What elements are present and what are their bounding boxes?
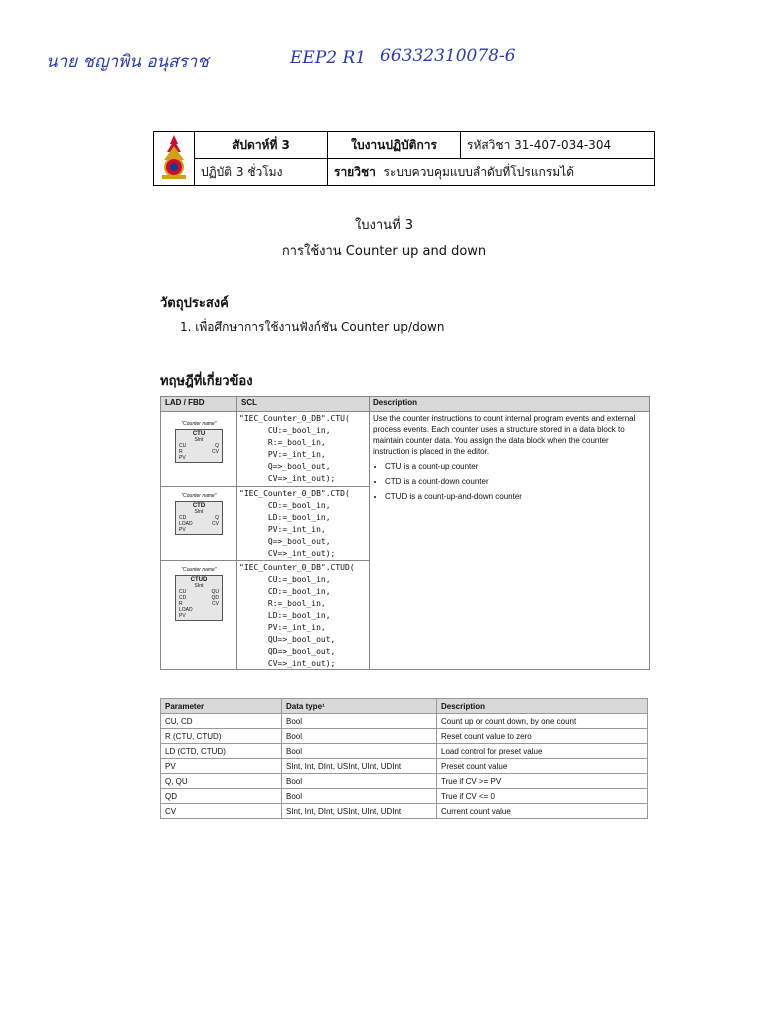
block-dtype: SInt bbox=[194, 509, 204, 515]
subject-name: ระบบควบคุมแบบลำดับที่โปรแกรมได้ bbox=[383, 164, 575, 179]
list-item: • CTUD is a count-up-and-down counter bbox=[385, 491, 645, 502]
counter-name-label: "Counter name" bbox=[181, 421, 217, 427]
course-code-cell: รหัสวิชา 31-407-034-304 bbox=[461, 132, 655, 159]
handwritten-name: นาย ชญาพิน อนุสราช bbox=[46, 52, 209, 72]
subject-cell bbox=[328, 159, 655, 186]
counter-type-list bbox=[373, 461, 645, 502]
table-header-row bbox=[161, 699, 648, 714]
table-row: CU, CD Bool Count up or count down, by one count bbox=[161, 714, 648, 729]
ctud-block-diagram bbox=[165, 567, 233, 621]
handwritten-student-id: 66332310078-6 bbox=[380, 46, 516, 66]
ctu-block-diagram bbox=[165, 421, 233, 463]
sheet-title: ใบงานที่ 3 bbox=[354, 218, 414, 233]
parameter-table bbox=[160, 698, 648, 819]
week-cell: สัปดาห์ที่ 3 bbox=[195, 132, 328, 159]
handwritten-group: EEP2 R1 bbox=[290, 48, 367, 68]
table-row: PV SInt, Int, DInt, USInt, UInt, UDInt Preset count value bbox=[161, 759, 648, 774]
col-lad-fbd: LAD / FBD bbox=[165, 398, 205, 407]
ctu-box: CTU SInt CU Q R CV PV bbox=[175, 429, 223, 463]
list-item: • CTU is a count-up counter bbox=[385, 461, 645, 472]
description-text: Use the counter instructions to count internal program events and external process events. Each counter uses a structure stored in a data block to maintain counter data. You assign the data block when the counter instruction is placed in the editor. bbox=[373, 414, 636, 456]
block-type: CTD bbox=[192, 503, 206, 509]
list-item: • CTD is a count-down counter bbox=[385, 476, 645, 487]
scl-code-ctd: "IEC_Counter_0_DB".CTD( CD:=_bool_in, LD:=_bool_in, PV:=_int_in, Q=>_bool_out, CV=>_int_out); bbox=[239, 489, 350, 558]
table-row: LD (CTD, CTUD) Bool Load control for preset value bbox=[161, 744, 648, 759]
scl-code-ctud: "IEC_Counter_0_DB".CTUD( CU:=_bool_in, CD:=_bool_in, R:=_bool_in, LD:=_bool_in, PV:=_int_in, QU=>_bool_out, QD=>_bool_out, CV=>_int_out); bbox=[239, 563, 355, 668]
col-parameter: Parameter bbox=[161, 699, 282, 714]
scl-code-ctu: "IEC_Counter_0_DB".CTU( CU:=_bool_in, R:=_bool_in, PV:=_int_in, Q=>_bool_out, CV=>_int_out); bbox=[239, 414, 350, 483]
table-row: Q, QU Bool True if CV >= PV bbox=[161, 774, 648, 789]
ctd-box: CTD SInt CD Q LOAD CV PV bbox=[175, 501, 223, 535]
block-dtype: SInt bbox=[194, 583, 204, 589]
ctud-box: CTUD SInt CU QU CD QD R CV LOAD PV bbox=[175, 575, 223, 621]
objective-heading: วัตถุประสงค์ bbox=[160, 296, 229, 311]
logo-cell bbox=[154, 132, 195, 186]
col-data-type: Data type¹ bbox=[282, 699, 437, 714]
counter-instruction-table bbox=[160, 396, 650, 670]
table-row: QD Bool True if CV <= 0 bbox=[161, 789, 648, 804]
table-header-row bbox=[161, 397, 649, 412]
counter-name-label: "Counter name" bbox=[181, 493, 217, 499]
table-row: R (CTU, CTUD) Bool Reset count value to zero bbox=[161, 729, 648, 744]
col-description: Description bbox=[373, 398, 418, 407]
objective-item: 1. เพื่อศึกษาการใช้งานฟังก์ชัน Counter up/down bbox=[180, 320, 445, 334]
block-type: CTUD bbox=[190, 577, 208, 583]
sheet-type-cell: ใบงานปฏิบัติการ bbox=[328, 132, 461, 159]
ctd-block-diagram bbox=[165, 493, 233, 535]
header-table bbox=[153, 131, 655, 186]
description-cell bbox=[373, 413, 645, 506]
block-dtype: SInt bbox=[194, 437, 204, 443]
block-type: CTU bbox=[192, 431, 206, 437]
subject-label: รายวิชา bbox=[334, 164, 376, 179]
hours-cell: ปฏิบัติ 3 ชั่วโมง bbox=[195, 159, 328, 186]
col-scl: SCL bbox=[241, 398, 257, 407]
sheet-subtitle: การใช้งาน Counter up and down bbox=[281, 244, 487, 259]
theory-heading: ทฤษฎีที่เกี่ยวข้อง bbox=[160, 374, 253, 389]
university-logo-icon bbox=[157, 134, 191, 180]
col-description: Description bbox=[437, 699, 648, 714]
table-row: CV SInt, Int, DInt, USInt, UInt, UDInt Current count value bbox=[161, 804, 648, 819]
counter-name-label: "Counter name" bbox=[181, 567, 217, 573]
